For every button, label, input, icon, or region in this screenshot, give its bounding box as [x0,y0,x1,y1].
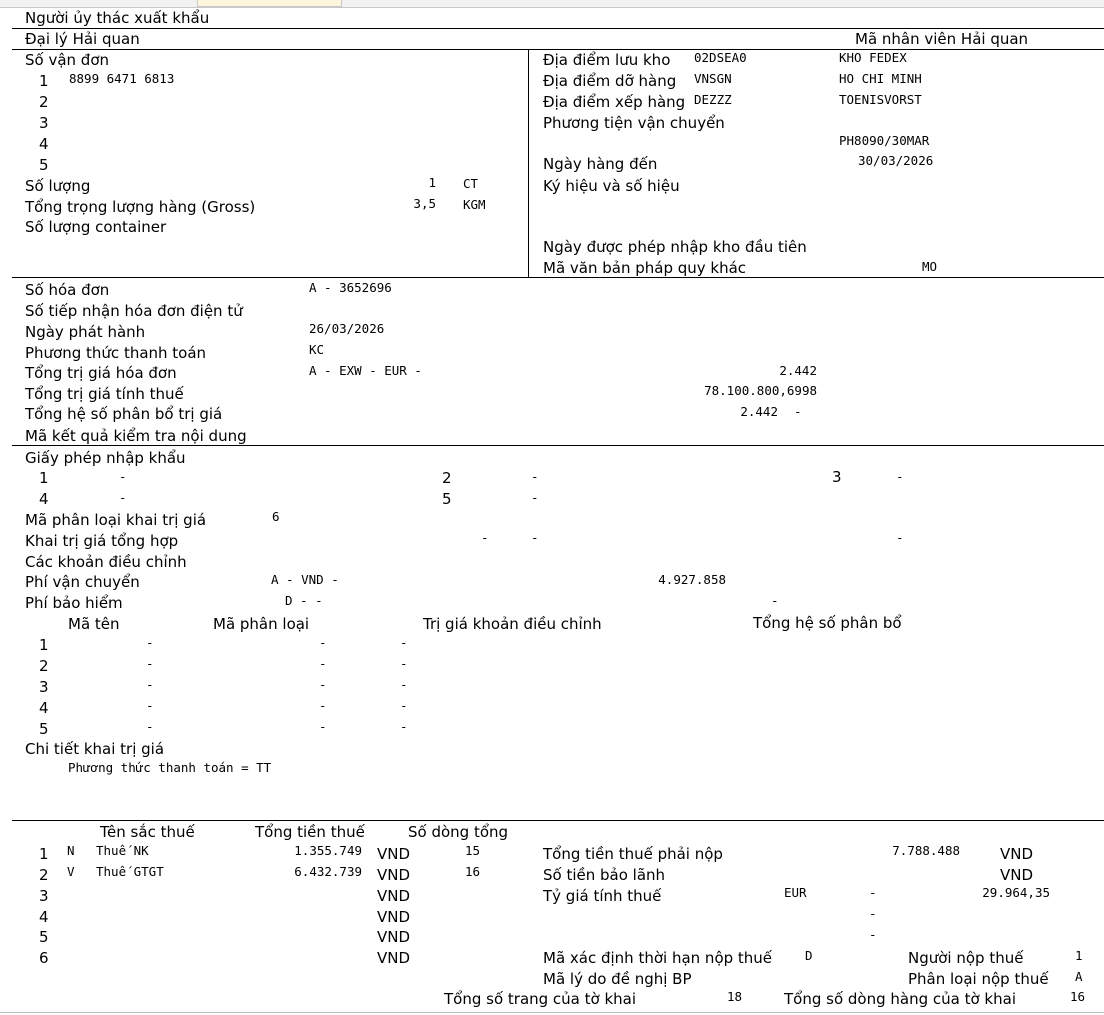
so-hoa-don-value: A - 3652696 [309,280,392,295]
giay-phep-num: 2 [442,469,452,487]
giay-phep-value: - [896,469,904,484]
row-phan-loai: - [319,635,327,650]
tong-dong-value: 16 [1070,989,1086,1004]
row-phan-loai: - [319,719,327,734]
tri-gia-hoa-don-code: A - EXW - EUR - [309,363,422,378]
window-tab-strip [0,0,1104,8]
luu-kho-name: KHO FEDEX [839,50,907,65]
container-label: Số lượng container [25,218,167,236]
row-lines: 15 [465,843,481,858]
ngay-nhap-kho-label: Ngày được phép nhập kho đầu tiên [543,238,807,256]
do-hang-name: HO CHI MINH [839,71,922,86]
tong-hop-dash: - [531,530,539,545]
divider [12,820,1104,821]
so-luong-unit: CT [463,176,479,191]
thanh-toan-label: Phương thức thanh toán [25,344,207,362]
row-currency: VND [377,887,411,905]
chi-tiet-label: Chi tiết khai trị giá [25,740,165,758]
divider [12,445,1104,446]
giay-phep-value: - [119,469,127,484]
row-amount: 1.355.749 [294,843,362,858]
row-ma-ten: - [146,698,154,713]
divider [12,49,1104,50]
phuong-tien-label: Phương tiện vận chuyển [543,114,725,132]
van-don-row-num: 2 [39,93,49,111]
kiem-tra-label: Mã kết quả kiểm tra nội dung [25,427,247,445]
ty-gia-currency: EUR [784,885,807,900]
row-name: Thuế GTGT [96,864,164,879]
row-tri-gia: - [400,677,408,692]
tri-gia-tinh-thue-value: 78.100.800,6998 [704,383,817,398]
tong-hop-dash: - [481,530,489,545]
ngay-den-label: Ngày hàng đến [543,155,658,173]
giay-phep-num: 4 [39,490,49,508]
bottom-edge [0,1012,1104,1013]
giay-phep-value: - [119,490,127,505]
tong-hop-label: Khai trị giá tổng hợp [25,532,179,550]
ty-gia-dash: - [869,906,877,921]
tri-gia-hoa-don-label: Tổng trị giá hóa đơn [25,364,177,382]
row-ma-ten: - [146,677,154,692]
row-num: 4 [39,908,49,926]
phan-loai-nop-value: A [1075,969,1083,984]
phai-nop-label: Tổng tiền thuế phải nộp [543,845,723,863]
giay-phep-value: - [531,469,539,484]
ky-hieu-label: Ký hiệu và số hiệu [543,177,680,195]
col-tong-tien-thue: Tổng tiền thuế [255,823,365,841]
row-num: 1 [39,845,49,863]
nguoi-nop-value: 1 [1075,948,1083,963]
row-code: N [67,843,75,858]
phan-bo-value: 2.442 [740,404,778,419]
tong-trang-label: Tổng số trang của tờ khai [444,990,637,1008]
phai-nop-currency: VND [1000,845,1034,863]
col-ten-sac-thue: Tên sắc thuế [100,823,195,841]
row-amount: 6.432.739 [294,864,362,879]
trong-luong-value: 3,5 [413,196,436,211]
row-ma-ten: - [146,656,154,671]
phuong-tien-value: PH8090/30MAR [839,133,930,148]
row-lines: 16 [465,864,481,879]
row-ma-ten: - [146,719,154,734]
tong-dong-label: Tổng số dòng hàng của tờ khai [784,990,1016,1008]
phai-nop-value: 7.788.488 [892,843,960,858]
giay-phep-value: - [531,490,539,505]
ty-gia-dash: - [869,927,877,942]
phan-loai-tri-gia-value: 6 [272,509,280,524]
ma-nhan-vien-label: Mã nhân viên Hải quan [855,30,1029,48]
col-ma-ten: Mã tên [68,615,120,633]
row-num: 1 [39,636,49,654]
bao-hiem-label: Phí bảo hiểm [25,594,123,612]
row-currency: VND [377,845,411,863]
dieu-chinh-label: Các khoản điều chỉnh [25,553,187,571]
tong-trang-value: 18 [727,989,743,1004]
column-divider [528,49,529,278]
so-luong-value: 1 [428,175,436,190]
col-so-dong-tong: Số dòng tổng [408,823,509,841]
row-num: 3 [39,678,49,696]
row-tri-gia: - [400,656,408,671]
row-currency: VND [377,908,411,926]
xep-hang-code: DEZZZ [694,92,732,107]
thanh-toan-value: KC [309,342,325,357]
col-he-so-phan-bo: Tổng hệ số phân bổ [753,614,902,632]
row-num: 3 [39,887,49,905]
row-phan-loai: - [319,677,327,692]
so-hoa-don-label: Số hóa đơn [25,281,110,299]
phan-bo-label: Tổng hệ số phân bổ trị giá [25,405,223,423]
tong-hop-dash: - [896,530,904,545]
row-ma-ten: - [146,635,154,650]
do-hang-code: VNSGN [694,71,732,86]
dai-ly-label: Đại lý Hải quan [25,30,140,48]
giay-phep-num: 1 [39,469,49,487]
phan-loai-nop-label: Phân loại nộp thuế [908,970,1049,988]
divider [12,28,1104,29]
row-tri-gia: - [400,719,408,734]
row-num: 4 [39,699,49,717]
trong-luong-label: Tổng trọng lượng hàng (Gross) [25,198,256,216]
ngay-phat-hanh-label: Ngày phát hành [25,323,146,341]
row-num: 6 [39,949,49,967]
tri-gia-tinh-thue-label: Tổng trị giá tính thuế [25,385,184,403]
row-num: 5 [39,720,49,738]
col-tri-gia-dieu-chinh: Trị giá khoản điều chỉnh [423,615,602,633]
col-ma-phan-loai: Mã phân loại [213,615,310,633]
van-ban-value: MO [922,259,938,274]
row-num: 2 [39,866,49,884]
ngay-phat-hanh-value: 26/03/2026 [309,321,385,336]
phan-loai-tri-gia-label: Mã phân loại khai trị giá [25,511,207,529]
bao-hiem-dash: - [771,593,779,608]
row-name: Thuế NK [96,843,149,858]
van-don-row-num: 1 [39,72,49,90]
row-currency: VND [377,928,411,946]
xep-hang-name: TOENISVORST [839,92,922,107]
nguoi-nop-label: Người nộp thuế [908,949,1024,967]
ngay-den-value: 30/03/2026 [858,153,934,168]
bao-lanh-currency: VND [1000,866,1034,884]
do-hang-label: Địa điểm dỡ hàng [543,72,677,90]
ty-gia-dash: - [869,885,877,900]
row-phan-loai: - [319,656,327,671]
ty-gia-label: Tỷ giá tính thuế [543,887,662,905]
van-don-row-num: 5 [39,156,49,174]
thoi-han-label: Mã xác định thời hạn nộp thuế [543,949,773,967]
row-tri-gia: - [400,698,408,713]
trong-luong-unit: KGM [463,197,486,212]
van-chuyen-value: 4.927.858 [658,572,726,587]
divider [12,277,1104,278]
van-don-row-num: 4 [39,135,49,153]
van-don-value: 8899 6471 6813 [69,71,175,86]
van-ban-label: Mã văn bản pháp quy khác [543,259,747,277]
phan-bo-dash: - [794,404,802,419]
row-phan-loai: - [319,698,327,713]
giay-phep-num: 3 [832,468,842,486]
luu-kho-label: Địa điểm lưu kho [543,51,671,69]
ty-gia-value: 29.964,35 [982,885,1050,900]
van-chuyen-code: A - VND - [271,572,339,587]
luu-kho-code: 02DSEA0 [694,50,747,65]
row-code: V [67,864,75,879]
thoi-han-value: D [805,948,813,963]
nguoi-uy-thac-label: Người ủy thác xuất khẩu [25,9,210,27]
giay-phep-num: 5 [442,490,452,508]
tri-gia-hoa-don-value: 2.442 [779,363,817,378]
row-num: 5 [39,928,49,946]
giay-phep-label: Giấy phép nhập khẩu [25,449,186,467]
chi-tiet-value: Phương thức thanh toán = TT [68,760,272,775]
van-chuyen-label: Phí vận chuyển [25,573,140,591]
hoa-don-dien-tu-label: Số tiếp nhận hóa đơn điện tử [25,302,243,320]
so-van-don-label: Số vận đơn [25,51,110,69]
ly-do-label: Mã lý do đề nghị BP [543,970,692,988]
row-tri-gia: - [400,635,408,650]
van-don-row-num: 3 [39,114,49,132]
xep-hang-label: Địa điểm xếp hàng [543,93,686,111]
bao-hiem-code: D - - [285,593,323,608]
so-luong-label: Số lượng [25,177,91,195]
active-tab[interactable] [197,0,342,7]
row-currency: VND [377,866,411,884]
bao-lanh-label: Số tiền bảo lãnh [543,866,666,884]
row-currency: VND [377,949,411,967]
row-num: 2 [39,657,49,675]
